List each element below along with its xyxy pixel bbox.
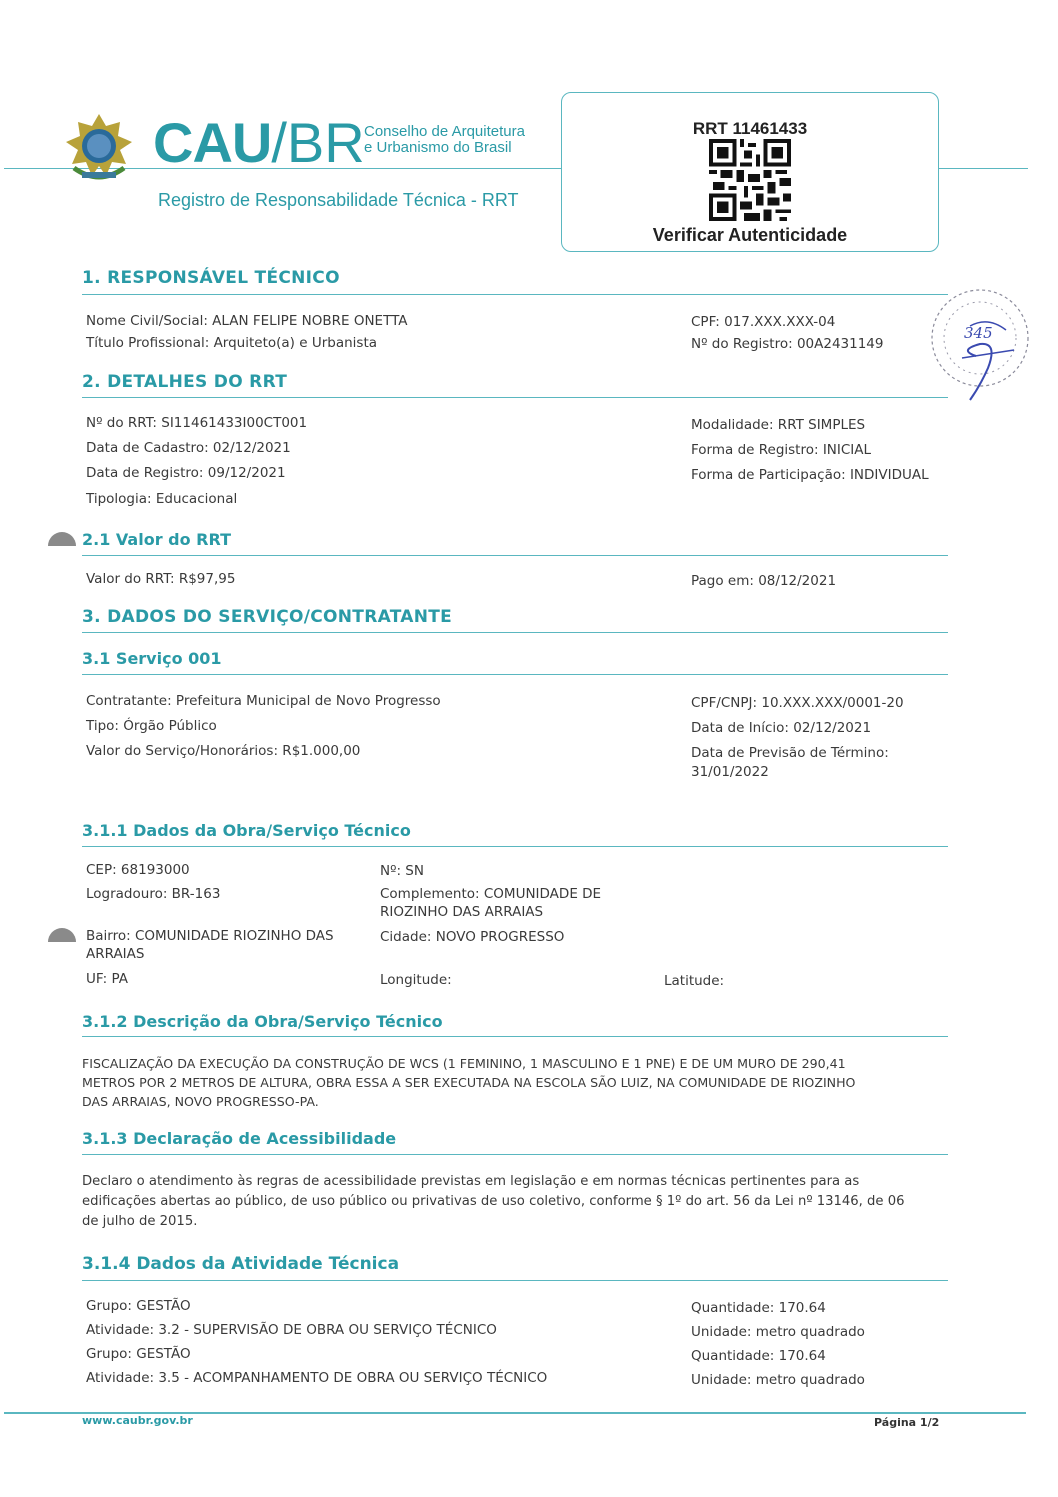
tipologia: Tipologia: Educacional <box>86 491 238 507</box>
cpf-cnpj: CPF/CNPJ: 10.XXX.XXX/0001-20 <box>691 695 904 711</box>
quantidade-2: Quantidade: 170.64 <box>691 1348 826 1364</box>
valor-rrt: Valor do RRT: R$97,95 <box>86 571 236 587</box>
numero-rrt: Nº do RRT: SI11461433I00CT001 <box>86 415 308 431</box>
nome-civil: Nome Civil/Social: ALAN FELIPE NOBRE ONETTA <box>86 313 408 329</box>
rrt-number: RRT 11461433 <box>692 119 808 138</box>
qr-code-icon[interactable] <box>708 139 792 221</box>
pago-em: Pago em: 08/12/2021 <box>691 573 837 589</box>
longitude: Longitude: <box>380 972 452 988</box>
forma-participacao: Forma de Participação: INDIVIDUAL <box>691 467 929 483</box>
section-1-title: 1. RESPONSÁVEL TÉCNICO <box>82 268 340 288</box>
contratante: Contratante: Prefeitura Municipal de Novo Progresso <box>86 693 441 709</box>
numero-endereco: Nº: SN <box>380 863 424 879</box>
numero-registro: Nº do Registro: 00A2431149 <box>691 336 884 352</box>
complemento: Complemento: COMUNIDADE DE RIOZINHO DAS ARRAIAS <box>380 886 602 920</box>
uf: UF: PA <box>86 971 128 987</box>
page-number: Página 1/2 <box>874 1416 940 1429</box>
cau-logo: CAU/BR <box>153 111 365 174</box>
quantidade-1: Quantidade: 170.64 <box>691 1300 826 1316</box>
data-registro: Data de Registro: 09/12/2021 <box>86 465 286 481</box>
official-stamp <box>918 286 1038 406</box>
punch-hole-mark <box>48 928 76 942</box>
punch-hole-mark <box>48 532 76 546</box>
document-subtitle: Registro de Responsabilidade Técnica - RRT <box>158 190 519 210</box>
footer-website-link[interactable]: www.caubr.gov.br <box>82 1414 193 1427</box>
section-3-title: 3. DADOS DO SERVIÇO/CONTRATANTE <box>82 607 453 627</box>
section-2-1-title: 2.1 Valor do RRT <box>82 530 232 549</box>
section-3-1-4-title: 3.1.4 Dados da Atividade Técnica <box>82 1254 400 1274</box>
atividade-1: Atividade: 3.2 - SUPERVISÃO DE OBRA OU SERVIÇO TÉCNICO <box>86 1322 497 1338</box>
section-3-1-3-title: 3.1.3 Declaração de Acessibilidade <box>82 1129 397 1148</box>
data-cadastro: Data de Cadastro: 02/12/2021 <box>86 440 291 456</box>
data-inicio: Data de Início: 02/12/2021 <box>691 720 872 736</box>
logradouro: Logradouro: BR-163 <box>86 886 221 902</box>
section-3-1-1-title: 3.1.1 Dados da Obra/Serviço Técnico <box>82 821 411 840</box>
section-3-1-2-title: 3.1.2 Descrição da Obra/Serviço Técnico <box>82 1012 443 1031</box>
modalidade: Modalidade: RRT SIMPLES <box>691 417 866 433</box>
valor-servico: Valor do Serviço/Honorários: R$1.000,00 <box>86 743 361 759</box>
cidade: Cidade: NOVO PROGRESSO <box>380 929 565 945</box>
atividade-2: Atividade: 3.5 - ACOMPANHAMENTO DE OBRA OU SERVIÇO TÉCNICO <box>86 1370 548 1386</box>
declaracao-acessibilidade: Declaro o atendimento às regras de acessibilidade previstas em legislação e em normas técnicas pertinentes para as edificações abertas ao público, de uso público ou privativas de uso coletivo, conforme § 1º do art. 56 da Lei nº 13146, de 06 de julho de 2015. <box>82 1174 905 1229</box>
brazil-coat-of-arms-logo <box>62 112 136 186</box>
latitude: Latitude: <box>664 973 725 989</box>
cpf: CPF: 017.XXX.XXX-04 <box>691 314 836 330</box>
cep: CEP: 68193000 <box>86 862 190 878</box>
unidade-1: Unidade: metro quadrado <box>691 1324 865 1340</box>
section-2-title: 2. DETALHES DO RRT <box>82 372 288 392</box>
unidade-2: Unidade: metro quadrado <box>691 1372 865 1388</box>
data-previsao-termino: Data de Previsão de Término: 31/01/2022 <box>691 745 889 780</box>
descricao-obra: FISCALIZAÇÃO DA EXECUÇÃO DA CONSTRUÇÃO DE WCS (1 FEMININO, 1 MASCULINO E 1 PNE) E DE UM MURO DE 290,41 METROS POR 2 METROS DE ALTURA, OBRA ESSA A SER EXECUTADA NA ESCOLA SÃO LUIZ, NA COMUNIDADE DE RIOZINHO DAS ARRAIAS, NOVO PROGRESSO-PA. <box>82 1056 856 1109</box>
verification-box <box>561 92 939 252</box>
titulo-profissional: Título Profissional: Arquiteto(a) e Urbanista <box>86 335 378 351</box>
grupo-2: Grupo: GESTÃO <box>86 1346 191 1362</box>
org-name: Conselho de Arquitetura e Urbanismo do Brasil <box>364 123 525 156</box>
section-3-1-title: 3.1 Serviço 001 <box>82 649 222 668</box>
tipo-contratante: Tipo: Órgão Público <box>86 718 217 734</box>
stamp-number: 345 <box>964 324 993 342</box>
bairro: Bairro: COMUNIDADE RIOZINHO DAS ARRAIAS <box>86 928 334 962</box>
grupo-1: Grupo: GESTÃO <box>86 1298 191 1314</box>
verify-authenticity-link[interactable]: Verificar Autenticidade <box>652 225 848 245</box>
forma-registro: Forma de Registro: INICIAL <box>691 442 872 458</box>
